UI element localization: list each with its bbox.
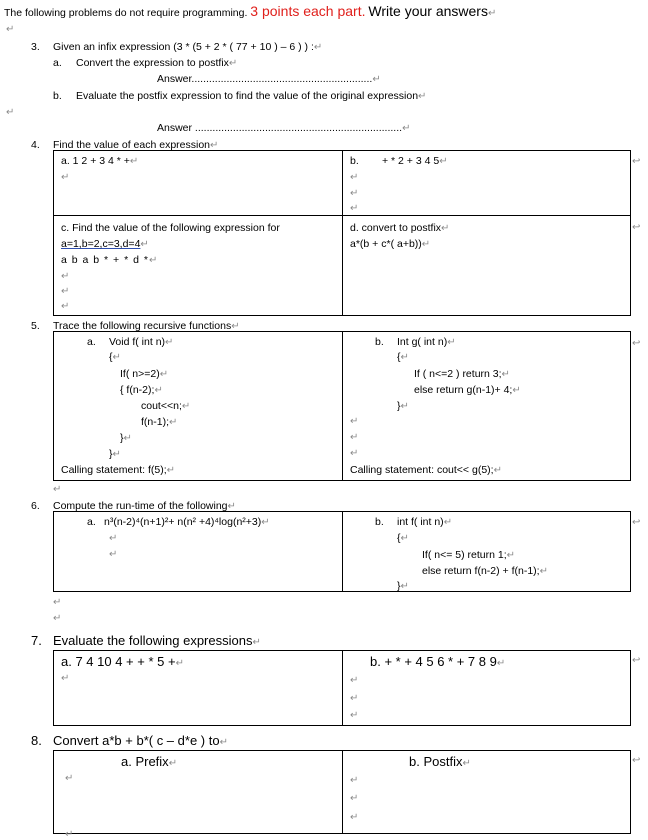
q8-number: 8. — [31, 733, 42, 748]
q3b-text: Evaluate the postfix expression to find the value of the original expression↵ — [76, 90, 427, 102]
row-end-mark-icon: ↩ — [632, 655, 641, 666]
para-mark-icon: ↵ — [350, 188, 359, 199]
q5-number: 5. — [31, 320, 40, 332]
q7a-expression[interactable]: a. 7 4 10 4 + + * 5 +↵ — [61, 654, 184, 669]
para-mark-icon: ↵ — [109, 549, 118, 560]
q3-number: 3. — [31, 41, 40, 53]
para-mark-icon: ↵ — [350, 710, 359, 721]
instructions-line — [4, 3, 496, 19]
q6b-code-line: {↵ — [397, 532, 409, 544]
q3-stem: Given an infix expression (3 * (5 + 2 * ( 77 + 10 ) – 6 ) ) :↵ — [53, 41, 323, 53]
row-end-mark-icon: ↩ — [632, 222, 641, 233]
q5b-calling-statement: Calling statement: cout<< g(5);↵ — [350, 464, 502, 476]
q4d-cell-line1: d. convert to postfix↵ — [350, 222, 450, 234]
q5b-code-line: {↵ — [397, 351, 409, 363]
q7b-expression[interactable]: b. + * + 4 5 6 * + 7 8 9↵ — [370, 654, 506, 669]
q4b-letter: b. — [350, 155, 359, 167]
q3b-answer-line[interactable]: Answer .......................................................................↵ — [157, 122, 411, 134]
q8-stem: Convert a*b + b*( c – d*e ) to↵ — [53, 733, 228, 748]
para-mark-icon: ↵ — [53, 613, 62, 624]
q7-number: 7. — [31, 633, 42, 648]
para-mark-icon: ↵ — [350, 448, 359, 459]
para-mark-icon: ↵ — [350, 432, 359, 443]
para-mark-icon: ↵ — [61, 673, 70, 684]
para-mark-icon: ↵ — [350, 416, 359, 427]
para-mark-icon: ↵ — [350, 775, 359, 786]
q6b-code-line: }↵ — [397, 580, 409, 592]
para-mark-icon: ↵ — [6, 107, 15, 118]
table-divider — [342, 650, 343, 726]
points-note: 3 points each part. — [250, 3, 366, 19]
para-mark-icon: ↵ — [61, 172, 70, 183]
instructions-lead: The following problems do not require programming. — [4, 7, 248, 19]
q5a-code-line: f(n-1);↵ — [141, 416, 178, 428]
table-divider — [342, 750, 343, 834]
q4-number: 4. — [31, 139, 40, 151]
para-mark-icon: ↵ — [350, 693, 359, 704]
q6b-code-line: else return f(n-2) + f(n-1);↵ — [422, 565, 548, 577]
q4b-cell-text[interactable]: + * 2 + 3 4 5↵ — [382, 155, 448, 167]
q4d-cell-line2[interactable]: a*(b + c*( a+b))↵ — [350, 238, 431, 250]
para-mark-icon: ↵ — [350, 203, 359, 214]
para-mark-icon: ↵ — [350, 812, 359, 823]
row-end-mark-icon: ↩ — [632, 338, 641, 349]
q4c-cell-line1: c. Find the value of the following expression for — [61, 222, 280, 234]
q4c-cell-line3[interactable]: a b a b * + * d *↵ — [61, 254, 159, 266]
para-mark-icon: ↵ — [65, 773, 74, 784]
q6a-expression[interactable]: n³(n-2)⁴(n+1)²+ n(n² +4)⁴log(n²+3)↵ — [104, 516, 270, 528]
q3a-answer-line[interactable]: Answer..............................................................↵ — [157, 73, 381, 85]
para-mark-icon: ↵ — [487, 8, 497, 19]
q5a-code-line: Void f( int n)↵ — [109, 336, 174, 348]
table-divider — [342, 511, 343, 592]
q5a-code-line: }↵ — [109, 448, 121, 460]
q5b-code-line: Int g( int n)↵ — [397, 336, 456, 348]
para-mark-icon: ↵ — [350, 793, 359, 804]
q5a-code-line: If( n>=2)↵ — [120, 368, 169, 380]
q5a-code-line: }↵ — [120, 432, 132, 444]
para-mark-icon: ↵ — [109, 533, 118, 544]
q4a-cell-text[interactable]: a. 1 2 + 3 4 * +↵ — [61, 155, 139, 167]
para-mark-icon: ↵ — [53, 597, 62, 608]
q6b-code-line: If( n<= 5) return 1;↵ — [422, 549, 516, 561]
q3a-letter: a. — [53, 57, 62, 69]
para-mark-icon: ↵ — [53, 484, 62, 495]
para-mark-icon: ↵ — [61, 271, 70, 282]
para-mark-icon: ↵ — [6, 24, 15, 35]
q3a-text: Convert the expression to postfix↵ — [76, 57, 238, 69]
table-divider — [342, 331, 343, 481]
row-end-mark-icon: ↩ — [632, 755, 641, 766]
row-end-mark-icon: ↩ — [632, 156, 641, 167]
q8b-postfix-label: b. Postfix↵ — [409, 754, 471, 769]
q5a-code-line: cout<<n;↵ — [141, 400, 191, 412]
para-mark-icon: ↵ — [350, 675, 359, 686]
q5a-calling-statement: Calling statement: f(5);↵ — [61, 464, 176, 476]
para-mark-icon: ↵ — [65, 829, 74, 840]
table-divider — [53, 215, 631, 216]
q6-stem: Compute the run-time of the following↵ — [53, 500, 236, 512]
q7-stem: Evaluate the following expressions↵ — [53, 633, 261, 648]
q6b-letter: b. — [375, 516, 384, 528]
q6-number: 6. — [31, 500, 40, 512]
para-mark-icon: ↵ — [350, 172, 359, 183]
instructions-tail: Write your answers — [368, 3, 488, 19]
table-divider — [342, 150, 343, 316]
q5-stem: Trace the following recursive functions↵ — [53, 320, 240, 332]
q5a-code-line: {↵ — [109, 351, 121, 363]
q6a-letter: a. — [87, 516, 96, 528]
para-mark-icon: ↵ — [61, 301, 70, 312]
para-mark-icon: ↵ — [61, 286, 70, 297]
q5b-code-line: If ( n<=2 ) return 3;↵ — [414, 368, 510, 380]
q8a-prefix-label: a. Prefix↵ — [121, 754, 178, 769]
q5a-code-line: { f(n-2);↵ — [120, 384, 163, 396]
row-end-mark-icon: ↩ — [632, 517, 641, 528]
q4c-cell-line2: a=1,b=2,c=3,d=4↵ — [61, 238, 149, 250]
q4-stem: Find the value of each expression↵ — [53, 139, 219, 151]
q5b-code-line: }↵ — [397, 400, 409, 412]
q5b-code-line: else return g(n-1)+ 4;↵ — [414, 384, 521, 396]
q3b-letter: b. — [53, 90, 62, 102]
q6b-code-line: int f( int n)↵ — [397, 516, 453, 528]
q5b-letter: b. — [375, 336, 384, 348]
q5a-letter: a. — [87, 336, 96, 348]
